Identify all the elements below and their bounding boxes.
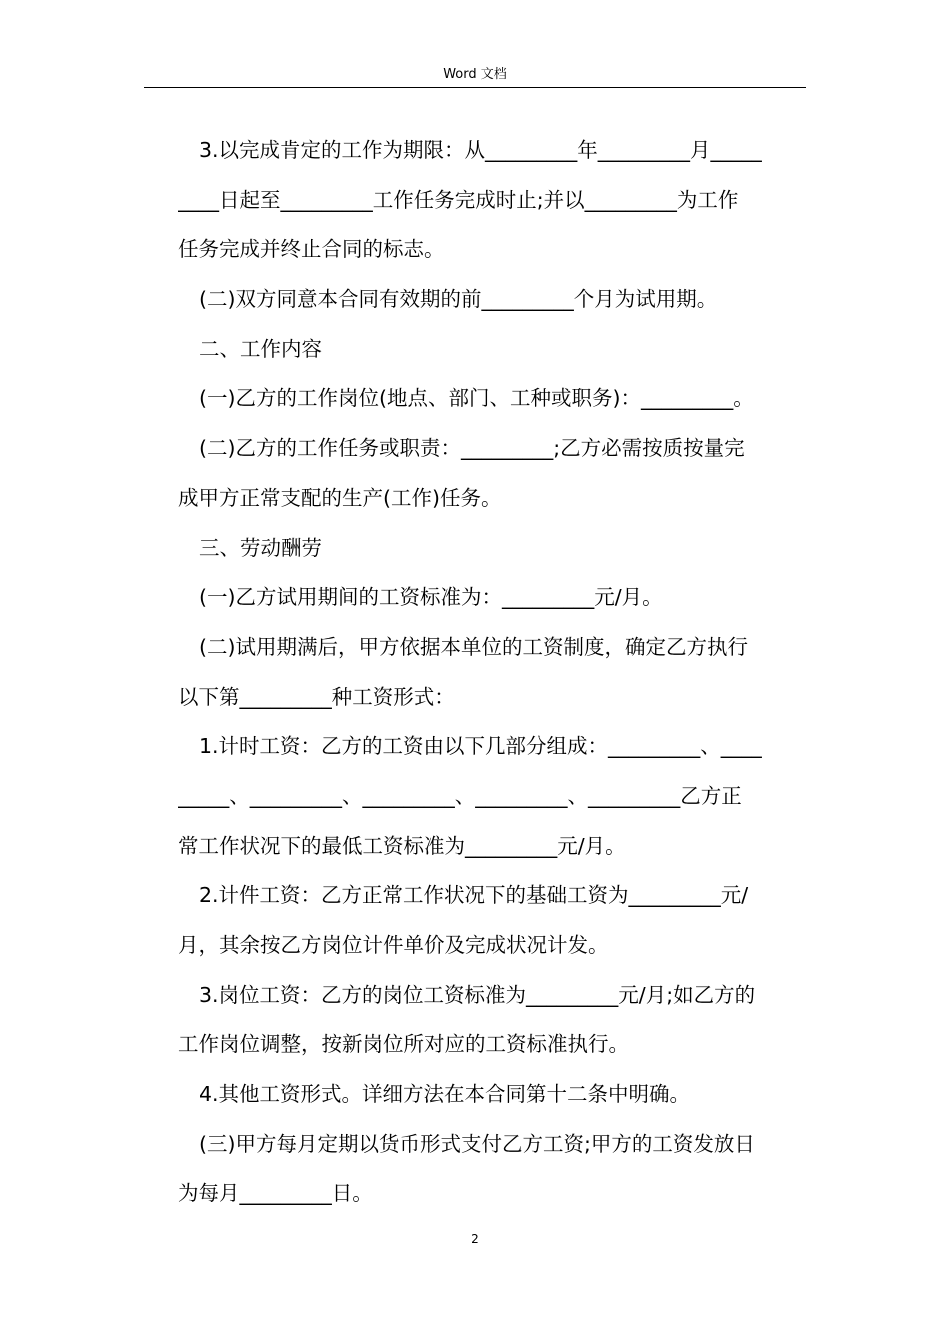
text-line: ____日起至_________工作任务完成时止;并以_________为工作 bbox=[178, 187, 739, 212]
text-line: (二)乙方的工作任务或职责：_________;乙方必需按质按量完 bbox=[199, 436, 745, 461]
text-line: (二)试用期满后，甲方依据本单位的工资制度，确定乙方执行 bbox=[199, 634, 748, 659]
text-line: 常工作状况下的最低工资标准为_________元/月。 bbox=[178, 833, 626, 858]
document-body bbox=[178, 126, 806, 1219]
text-line: 成甲方正常支配的生产(工作)任务。 bbox=[178, 485, 502, 510]
text-line: 任务完成并终止合同的标志。 bbox=[178, 237, 445, 262]
text-line: 以下第_________种工资形式： bbox=[178, 684, 455, 709]
text-line: 3.以完成肯定的工作为期限：从_________年_________月_____ bbox=[199, 138, 762, 162]
text-line: (一)乙方试用期间的工资标准为：_________元/月。 bbox=[199, 585, 663, 610]
text-line: 4.其他工资形式。详细方法在本合同第十二条中明确。 bbox=[199, 1082, 691, 1107]
text-line: 三、劳动酬劳 bbox=[199, 535, 322, 560]
text-line: (一)乙方的工作岗位(地点、部门、工种或职务)：_________。 bbox=[199, 386, 754, 411]
text-line: 3.岗位工资：乙方的岗位工资标准为_________元/月;如乙方的 bbox=[199, 982, 756, 1007]
page-header: Word 文档 bbox=[443, 67, 507, 82]
header-divider bbox=[144, 87, 806, 88]
text-line: (三)甲方每月定期以货币形式支付乙方工资;甲方的工资发放日 bbox=[199, 1131, 755, 1156]
page-number: 2 bbox=[471, 1232, 479, 1246]
text-line: 月，其余按乙方岗位计件单价及完成状况计发。 bbox=[178, 933, 609, 957]
text-line: 工作岗位调整，按新岗位所对应的工资标准执行。 bbox=[178, 1032, 629, 1057]
text-line: (二)双方同意本合同有效期的前_________个月为试用期。 bbox=[199, 287, 718, 312]
text-line: 2.计件工资：乙方正常工作状况下的基础工资为_________元/ bbox=[199, 883, 749, 908]
text-line: _____、_________、_________、_________、_________乙方正 bbox=[178, 783, 742, 808]
text-line: 二、工作内容 bbox=[199, 336, 322, 361]
text-line: 为每月_________日。 bbox=[178, 1181, 373, 1206]
text-line: 1.计时工资：乙方的工资由以下几部分组成：_________、____ bbox=[199, 734, 762, 759]
